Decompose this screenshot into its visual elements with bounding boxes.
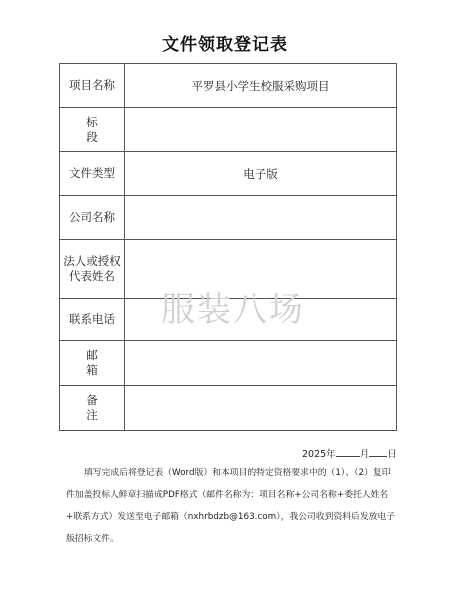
label-email: 邮箱 <box>60 341 125 386</box>
table-row-phone <box>60 299 397 341</box>
value-company-name <box>125 196 397 240</box>
value-file-type: 电子版 <box>125 152 397 196</box>
month-blank <box>336 447 360 457</box>
value-phone <box>125 299 397 341</box>
label-project-name: 项目名称 <box>60 64 125 108</box>
table-row-company-name <box>60 196 397 240</box>
table-row-remarks <box>60 386 397 431</box>
label-lot: 标段 <box>60 108 125 152</box>
value-remarks <box>125 386 397 431</box>
label-phone: 联系电话 <box>60 299 125 341</box>
label-representative: 法人或授权代表姓名 <box>60 240 125 299</box>
label-company-name: 公司名称 <box>60 196 125 240</box>
registration-table <box>59 63 397 431</box>
table-row-file-type <box>60 152 397 196</box>
instructions-paragraph: 填写完成后将登记表（Word版）和本项目的特定资格要求中的（1）、（2）复印件加盖投标人鲜章扫描成PDF格式（邮件名称为：项目名称+公司名称+委托人姓名+联系方式）发送至电子邮箱（nxhrbdzb@163.com），我公司收到资料后发放电子版招标文件。 <box>66 468 396 544</box>
date-year: 2025年 <box>302 449 336 460</box>
form-title: 文件领取登记表 <box>162 35 288 55</box>
table-row-project-name <box>60 64 397 108</box>
date-line <box>302 446 397 460</box>
watermark: 服装八场 <box>161 290 305 330</box>
table-row-email <box>60 341 397 386</box>
value-representative <box>125 240 397 299</box>
value-email <box>125 341 397 386</box>
date-day: 日 <box>387 449 397 460</box>
table-row-lot <box>60 108 397 152</box>
table-row-representative <box>60 240 397 299</box>
day-blank <box>369 447 387 457</box>
label-remarks: 备注 <box>60 386 125 431</box>
value-lot <box>125 108 397 152</box>
value-project-name: 平罗县小学生校服采购项目 <box>125 64 397 108</box>
date-month: 月 <box>359 449 370 460</box>
label-file-type: 文件类型 <box>60 152 125 196</box>
